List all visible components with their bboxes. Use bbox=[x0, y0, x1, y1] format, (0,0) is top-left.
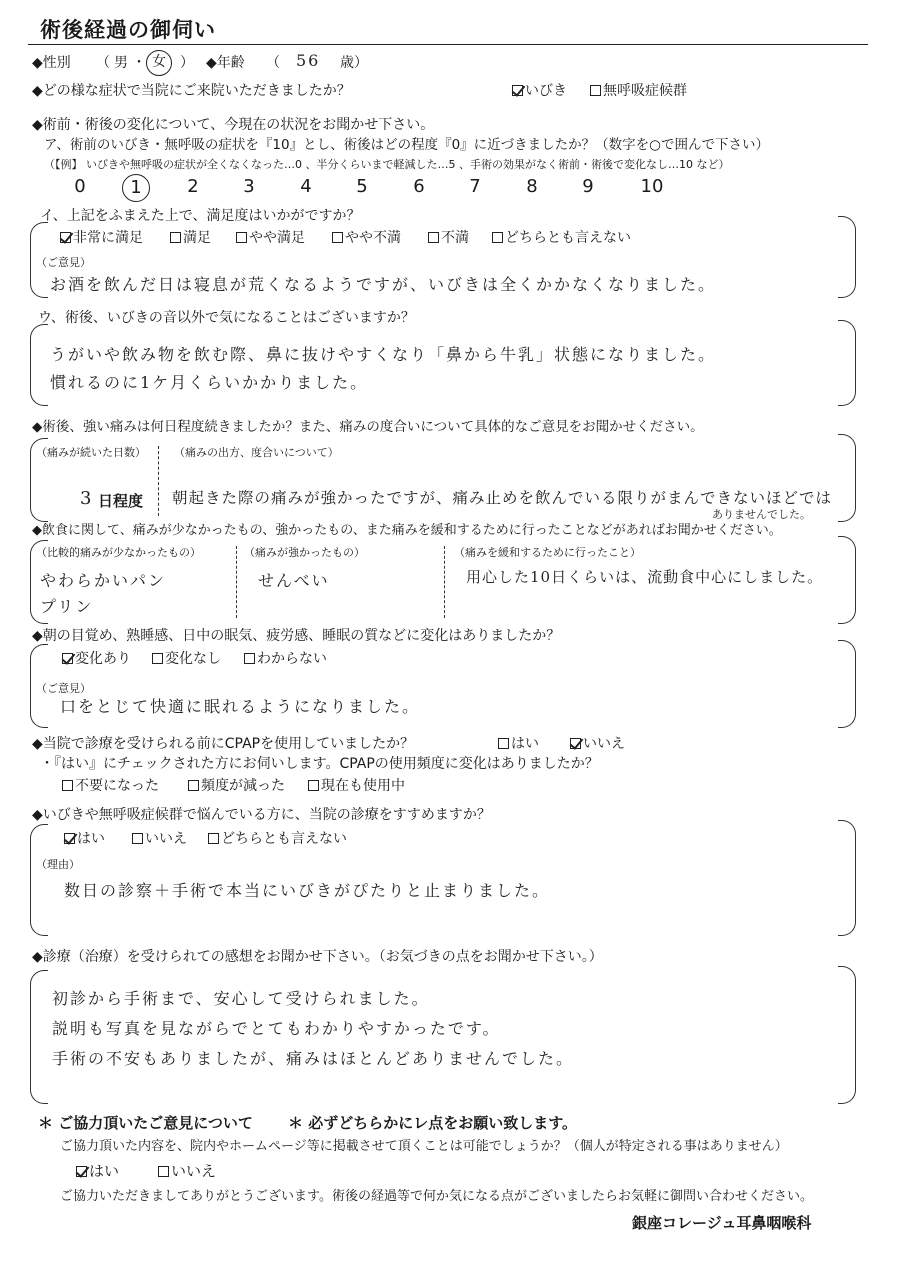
gender-open: （ bbox=[96, 55, 110, 71]
cpap-option-unneeded[interactable]: 不要になった bbox=[62, 777, 159, 795]
food-col3-label: （痛みを緩和するために行ったこと） bbox=[454, 546, 641, 559]
checkbox-icon[interactable] bbox=[132, 833, 143, 844]
gender-dot: ・ bbox=[132, 55, 146, 71]
other-question: ウ、術後、いびきの音以外で気になることはございますか？ bbox=[38, 310, 415, 326]
checkbox-checked-icon[interactable] bbox=[570, 738, 581, 749]
sleep-question: ◆朝の目覚め、熟睡感、日中の眠気、疲労感、睡眠の質などに変化はありましたか？ bbox=[32, 628, 561, 644]
impression-bracket-left bbox=[30, 970, 48, 1104]
scale-6[interactable]: 6 bbox=[413, 176, 425, 197]
satisfaction-option-6[interactable]: どちらとも言えない bbox=[492, 229, 631, 247]
pain-days-label: （痛みが続いた日数） bbox=[36, 446, 146, 459]
page-title: 術後経過の御伺い bbox=[40, 18, 216, 42]
impression-line2[interactable]: 説明も写真を見ながらでとてもわかりやすかったです。 bbox=[52, 1019, 501, 1038]
food-col3-answer[interactable]: 用心した10日くらいは、流動食中心にしました。 bbox=[466, 568, 824, 586]
cpap-question: ◆当院で診療を受けられる前にCPAPを使用していましたか？ bbox=[32, 736, 415, 752]
age-value[interactable]: 56 bbox=[296, 51, 321, 70]
consent-heading-a: ＊ ご協力頂いたご意見について bbox=[38, 1114, 253, 1132]
age-open: （ bbox=[266, 55, 280, 71]
satisfaction-option-2[interactable]: 満足 bbox=[170, 229, 211, 247]
pain-degree-answer-tail[interactable]: ありませんでした。 bbox=[712, 508, 811, 521]
sleep-option-changed[interactable]: 変化あり bbox=[62, 650, 131, 668]
symptom-option-snoring[interactable]: いびき bbox=[512, 82, 567, 100]
checkbox-icon[interactable] bbox=[236, 232, 247, 243]
impression-question: ◆診療（治療）を受けられての感想をお聞かせ下さい。（お気づきの点をお聞かせ下さい。） bbox=[32, 949, 603, 965]
satisfaction-bracket-right bbox=[838, 216, 856, 298]
scale-4[interactable]: 4 bbox=[300, 176, 312, 197]
food-col1-line1[interactable]: やわらかいパン bbox=[40, 571, 167, 590]
gender-label: ◆性別 bbox=[32, 55, 71, 71]
sleep-answer[interactable]: 口をとじて快適に眠れるようになりました。 bbox=[60, 697, 421, 716]
gender-male-option[interactable]: 男 bbox=[114, 55, 128, 71]
checkbox-checked-icon[interactable] bbox=[60, 232, 71, 243]
change-sub-a: ア、術前のいびき・無呼吸の症状を『10』とし、術後はどの程度『0』に近づきましたか？（数字を○で囲んで下さい） bbox=[44, 137, 769, 153]
other-answer-line2[interactable]: 慣れるのに1ケ月くらいかかりました。 bbox=[50, 373, 369, 392]
recommend-bracket-left bbox=[30, 824, 48, 936]
symptom-option-apnea[interactable]: 無呼吸症候群 bbox=[590, 82, 687, 100]
checkbox-icon[interactable] bbox=[158, 1166, 169, 1177]
scale-9[interactable]: 9 bbox=[582, 176, 594, 197]
satisfaction-option-1[interactable]: 非常に満足 bbox=[60, 229, 143, 247]
consent-option-yes[interactable]: はい bbox=[76, 1162, 119, 1180]
scale-0[interactable]: 0 bbox=[74, 176, 86, 197]
checkbox-icon[interactable] bbox=[208, 833, 219, 844]
recommend-option-no[interactable]: いいえ bbox=[132, 830, 187, 848]
consent-question: ご協力頂いた内容を、院内やホームページ等に掲載させて頂くことは可能でしょうか？（個人が特定される事はありません） bbox=[60, 1139, 788, 1154]
checkbox-checked-icon[interactable] bbox=[76, 1166, 87, 1177]
pain-bracket-right bbox=[838, 434, 856, 522]
pain-days-unit: 日程度 bbox=[98, 492, 144, 510]
food-divider-1 bbox=[236, 546, 237, 618]
recommend-answer[interactable]: 数日の診察＋手術で本当にいびきがぴたりと止まりました。 bbox=[64, 881, 551, 900]
gender-close: ） bbox=[180, 55, 194, 71]
scale-2[interactable]: 2 bbox=[187, 176, 199, 197]
checkbox-icon[interactable] bbox=[428, 232, 439, 243]
food-col2-label: （痛みが強かったもの） bbox=[244, 546, 365, 559]
food-col1-label: （比較的痛みが少なかったもの） bbox=[36, 546, 201, 559]
consent-heading-b: ＊ 必ずどちらかにレ点をお願い致します。 bbox=[288, 1114, 578, 1132]
age-label: ◆年齢 bbox=[206, 55, 245, 71]
cpap-option-still-using[interactable]: 現在も使用中 bbox=[308, 777, 405, 795]
food-question: ◆飲食に関して、痛みが少なかったもの、強かったもの、また痛みを緩和するために行ったことなどがあればお聞かせください。 bbox=[32, 523, 782, 538]
scale-8[interactable]: 8 bbox=[526, 176, 538, 197]
checkbox-icon[interactable] bbox=[590, 85, 601, 96]
pain-divider bbox=[158, 446, 159, 516]
checkbox-icon[interactable] bbox=[244, 653, 255, 664]
checkbox-checked-icon[interactable] bbox=[64, 833, 75, 844]
sleep-option-unknown[interactable]: わからない bbox=[244, 650, 327, 668]
recommend-reason-label: （理由） bbox=[36, 858, 80, 871]
checkbox-icon[interactable] bbox=[332, 232, 343, 243]
checkbox-checked-icon[interactable] bbox=[62, 653, 73, 664]
gender-female-option[interactable]: 女 bbox=[146, 50, 172, 76]
age-unit: 歳） bbox=[340, 55, 368, 71]
food-divider-2 bbox=[444, 546, 445, 618]
cpap-followup: ・『はい』にチェックされた方にお伺いします。CPAPの使用頻度に変化はありましたか？ bbox=[40, 756, 599, 772]
cpap-option-yes[interactable]: はい bbox=[498, 735, 539, 753]
satisfaction-option-4[interactable]: やや不満 bbox=[332, 229, 401, 247]
consent-option-no[interactable]: いいえ bbox=[158, 1162, 216, 1180]
checkbox-icon[interactable] bbox=[188, 780, 199, 791]
scale-7[interactable]: 7 bbox=[469, 176, 481, 197]
food-col2-answer[interactable]: せんべい bbox=[258, 571, 330, 590]
impression-line3[interactable]: 手術の不安もありましたが、痛みはほとんどありませんでした。 bbox=[52, 1049, 575, 1068]
satisfaction-option-5[interactable]: 不満 bbox=[428, 229, 469, 247]
other-bracket-right bbox=[838, 320, 856, 406]
other-bracket-left bbox=[30, 324, 48, 406]
cpap-option-no[interactable]: いいえ bbox=[570, 735, 625, 753]
checkbox-icon[interactable] bbox=[492, 232, 503, 243]
checkbox-icon[interactable] bbox=[62, 780, 73, 791]
recommend-bracket-right bbox=[838, 820, 856, 936]
other-answer-line1[interactable]: うがいや飲み物を飲む際、鼻に抜けやすくなり「鼻から牛乳」状態になりました。 bbox=[50, 345, 717, 364]
sleep-option-unchanged[interactable]: 変化なし bbox=[152, 650, 221, 668]
satisfaction-opinion-label: （ご意見） bbox=[36, 256, 91, 269]
satisfaction-option-3[interactable]: やや満足 bbox=[236, 229, 305, 247]
checkbox-icon[interactable] bbox=[152, 653, 163, 664]
clinic-name: 銀座コレージュ耳鼻咽喉科 bbox=[632, 1214, 812, 1232]
pain-days-value[interactable]: 3 bbox=[80, 488, 95, 509]
scale-10[interactable]: 10 bbox=[640, 176, 664, 197]
recommend-option-yes[interactable]: はい bbox=[64, 830, 105, 848]
pain-degree-label: （痛みの出方、度合いについて） bbox=[174, 446, 339, 459]
satisfaction-answer[interactable]: お酒を飲んだ日は寝息が荒くなるようですが、いびきは全くかかなくなりました。 bbox=[50, 275, 717, 294]
cpap-option-reduced[interactable]: 頻度が減った bbox=[188, 777, 285, 795]
title-underline bbox=[28, 44, 868, 45]
consent-thanks: ご協力いただきましてありがとうございます。術後の経過等で何か気になる点がございましたらお気軽に御問い合わせください。 bbox=[60, 1189, 813, 1204]
recommend-question: ◆いびきや無呼吸症候群で悩んでいる方に、当院の診療をすすめますか？ bbox=[32, 807, 491, 823]
symptom-question: ◆どの様な症状で当院にご来院いただきましたか？ bbox=[32, 83, 351, 99]
sleep-bracket-right bbox=[838, 640, 856, 728]
scale-1-selected[interactable]: 1 bbox=[122, 174, 150, 202]
food-bracket-right bbox=[838, 536, 856, 624]
scale-3[interactable]: 3 bbox=[243, 176, 255, 197]
scale-5[interactable]: 5 bbox=[356, 176, 368, 197]
recommend-option-neutral[interactable]: どちらとも言えない bbox=[208, 830, 347, 848]
checkbox-icon[interactable] bbox=[498, 738, 509, 749]
change-question: ◆術前・術後の変化について、今現在の状況をお聞かせ下さい。 bbox=[32, 117, 435, 133]
checkbox-icon[interactable] bbox=[170, 232, 181, 243]
pain-question: ◆術後、強い痛みは何日程度続きましたか？また、痛みの度合いについて具体的なご意見をお聞かせください。 bbox=[32, 419, 704, 435]
food-col1-line2[interactable]: プリン bbox=[40, 597, 94, 616]
checkbox-checked-icon[interactable] bbox=[512, 85, 523, 96]
sleep-opinion-label: （ご意見） bbox=[36, 682, 91, 695]
impression-bracket-right bbox=[838, 966, 856, 1104]
pain-degree-answer[interactable]: 朝起きた際の痛みが強かったですが、痛み止めを飲んでいる限りがまんできないほどでは bbox=[172, 489, 833, 507]
change-example: （【例】 いびきや無呼吸の症状が全くなくなった…0 、半分くらいまで軽減した…5 、手術の効果がなく術前・術後で変化なし…10 など） bbox=[44, 158, 730, 171]
checkbox-icon[interactable] bbox=[308, 780, 319, 791]
satisfaction-question: イ、上記をふまえた上で、満足度はいかがですか？ bbox=[40, 208, 361, 224]
impression-line1[interactable]: 初診から手術まで、安心して受けられました。 bbox=[52, 989, 430, 1008]
